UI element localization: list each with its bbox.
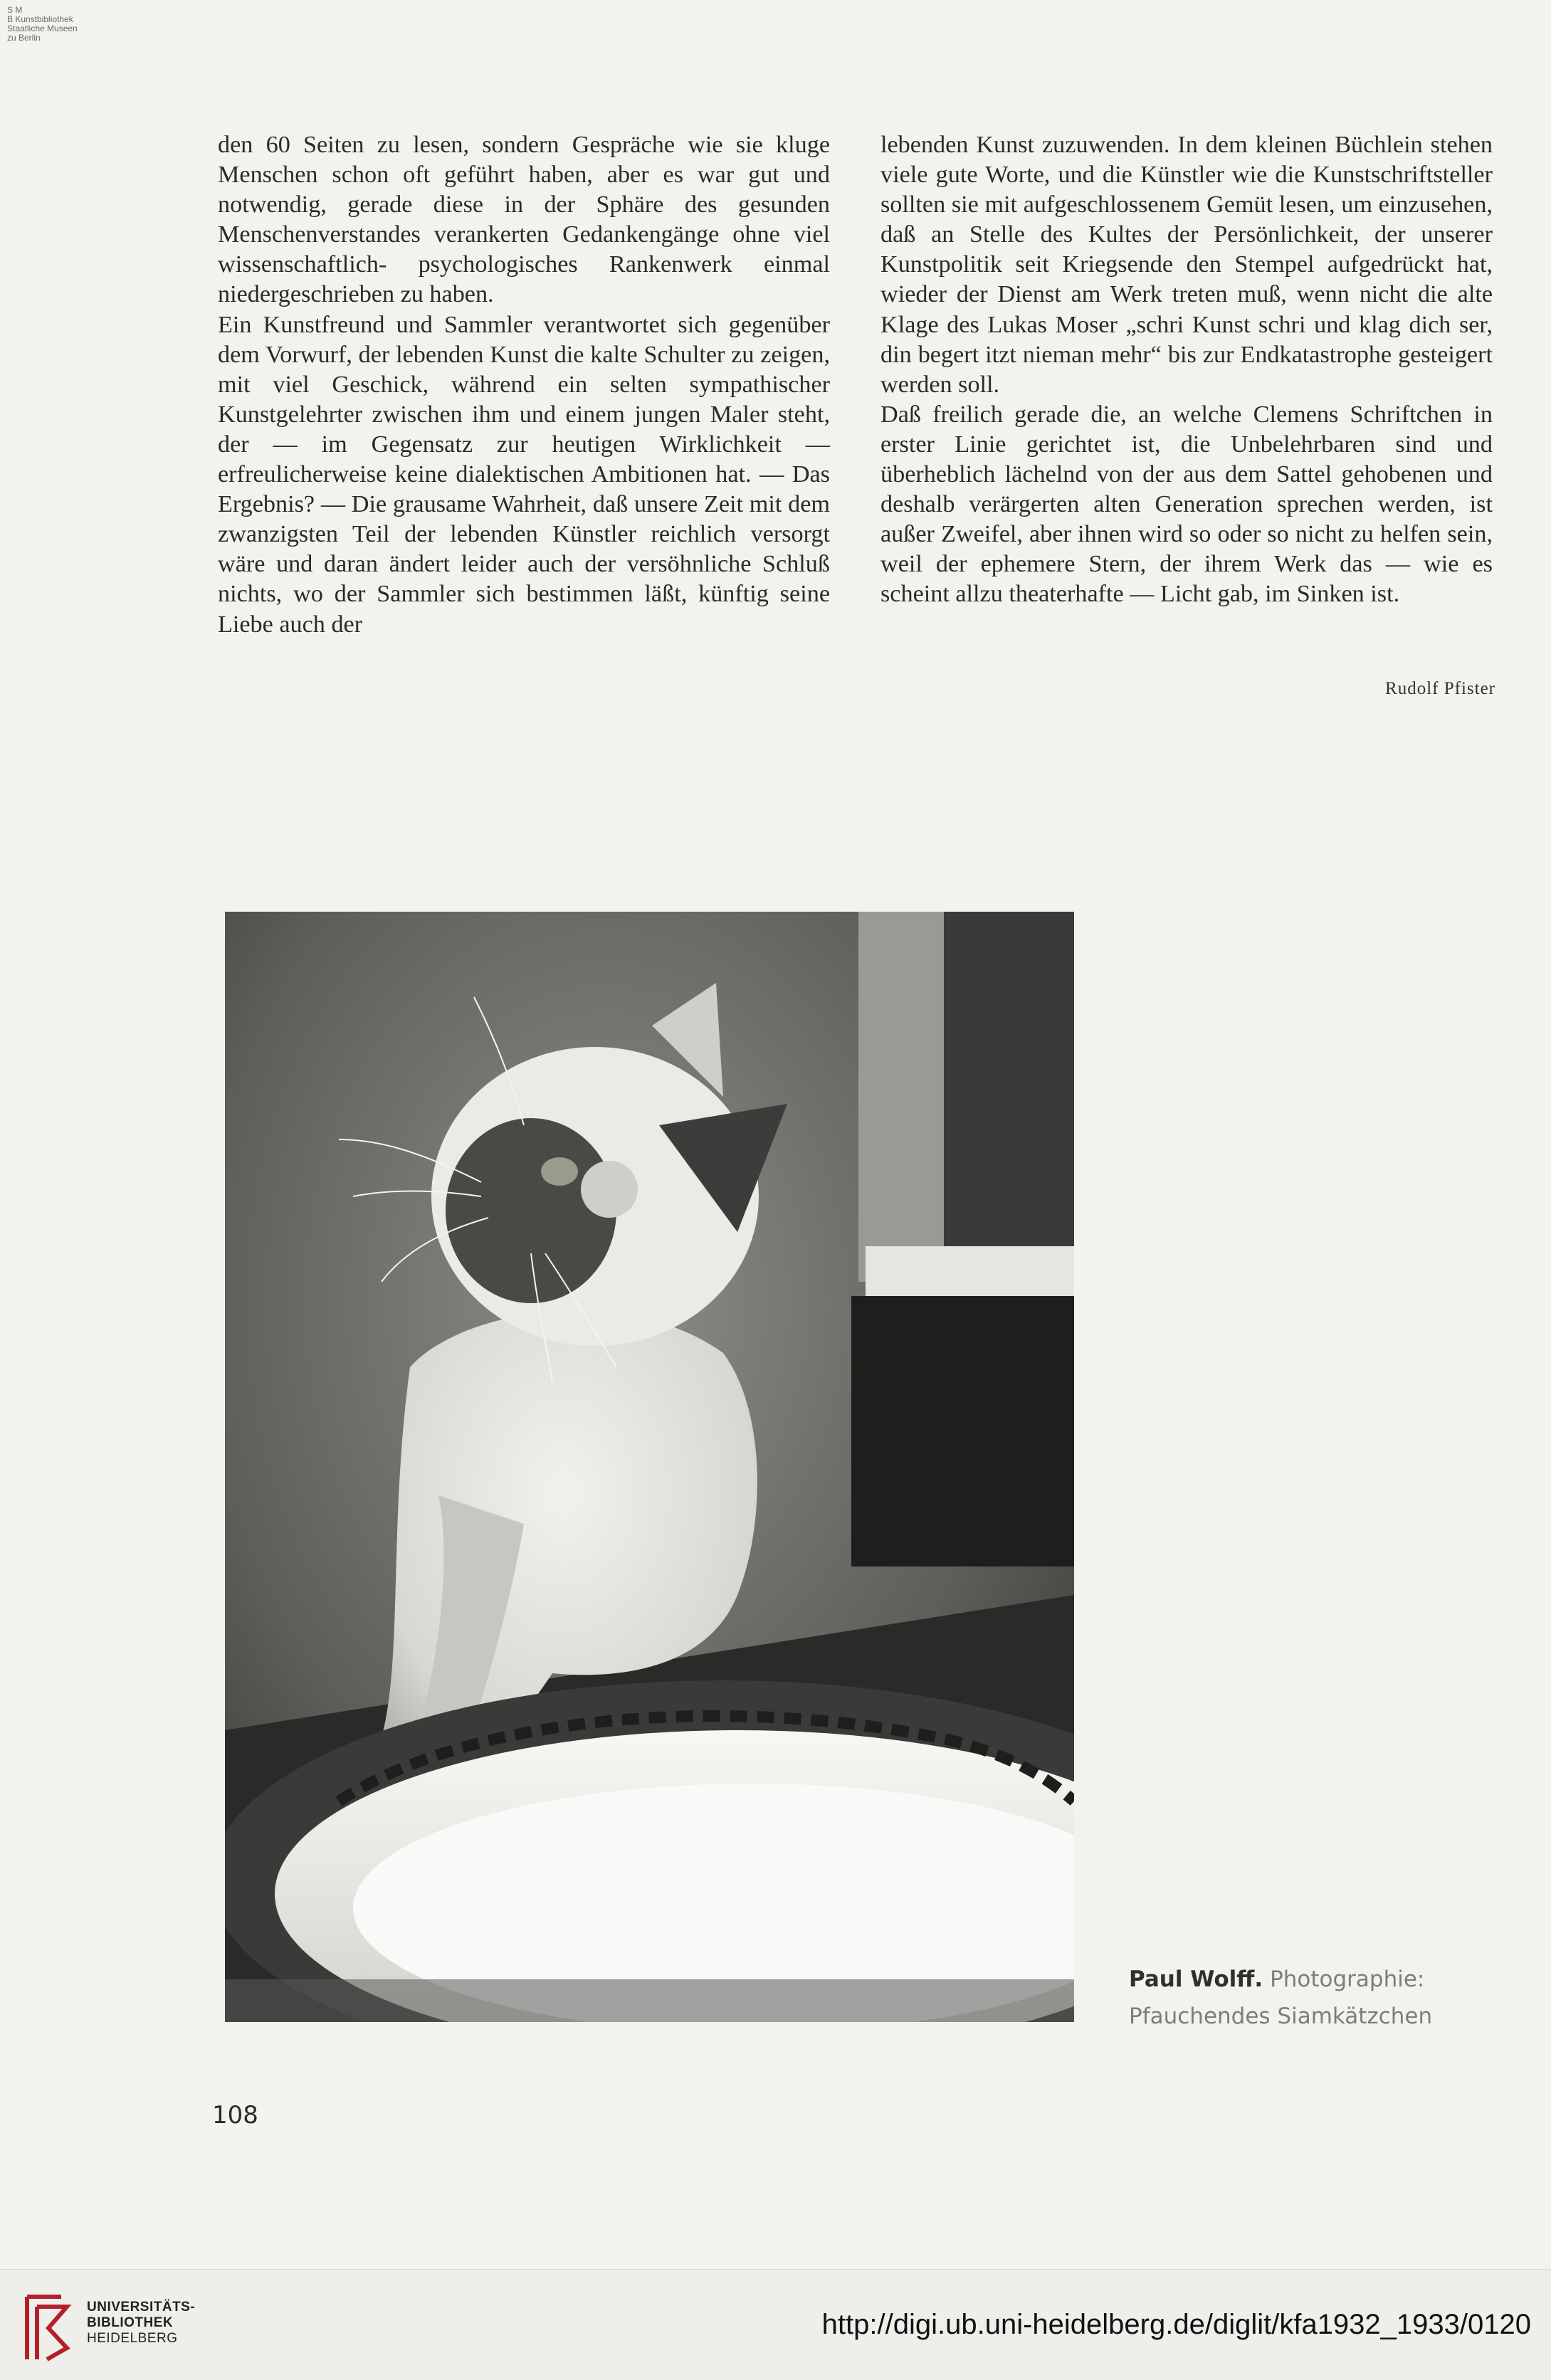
institution-line: UNIVERSITÄTS- — [87, 2300, 196, 2315]
university-library-logo — [20, 2291, 74, 2365]
institution-name — [87, 2300, 195, 2347]
stamp-line: Staatliche Museen — [7, 23, 78, 33]
paragraph: lebenden Kunst zuzuwenden. In dem kleinen Büchlein stehen viele gute Worte, und die Künstler wie die Kunstschriftsteller sollten sie mit aufgeschlossenem Gemüt lesen, um einzusehen, daß an Stelle des Kultes der Persönlichkeit, der unserer Kunstpolitik seit Kriegsende den Stempel aufgedrückt hat, wieder der Dienst am Werk treten muß, wenn nicht die alte Klage des Lukas Moser „schri Kunst schri und klag dich ser, din begert itzt nieman mehr“ bis zur Endkatastrophe gesteigert werden soll. — [880, 132, 1493, 398]
photo-caption — [1129, 1961, 1528, 2035]
photographer-name: Paul Wolff. — [1129, 1966, 1263, 1992]
stamp-line: B Kunstbibliothek — [7, 14, 73, 24]
author-signature: Rudolf Pfister — [1385, 679, 1495, 698]
institution-line: HEIDELBERG — [87, 2331, 178, 2346]
cat-photograph — [225, 912, 1074, 2022]
library-stamp — [7, 6, 78, 43]
institution-line: BIBLIOTHEK — [87, 2315, 174, 2330]
source-url-link[interactable]: http://digi.ub.uni-heidelberg.de/diglit/kfa1932_1933/0120 — [821, 2309, 1531, 2340]
article-column-left — [218, 130, 830, 640]
paragraph: Daß freilich gerade die, an welche Clemens Schriftchen in erster Linie gerichtet ist, die Unbelehrbaren sind und überheblich lächelnd von der aus dem Sattel gehobenen und deshalb verärgerten alten Generation sprechen werden, ist außer Zweifel, aber ihnen wird so oder so nicht zu helfen sein, weil der ephemere Stern, der ihrem Werk das — wie es scheint allzu theaterhafte — Licht gab, im Sinken ist. — [880, 401, 1493, 608]
stamp-line: S M — [7, 5, 23, 15]
paragraph: den 60 Seiten zu lesen, sondern Gespräche wie sie kluge Menschen schon oft geführt haben, aber es war gut und notwendig, gerade diese in der Sphäre des gesunden Menschenverstandes verankerten Gedankengänge ohne viel wissenschaftlich- psychologisches Rankenwerk einmal niedergeschrieben zu haben. — [218, 132, 830, 308]
digitization-footer — [0, 2269, 1551, 2380]
stamp-line: zu Berlin — [7, 33, 41, 43]
article-column-right — [880, 130, 1493, 610]
photo-title: Pfauchendes Siamkätzchen — [1129, 2003, 1433, 2029]
paragraph: Ein Kunstfreund und Sammler verantwortet sich gegenüber dem Vorwurf, der lebenden Kunst die kalte Schulter zu zeigen, mit viel Geschick, während ein selten sympathischer Kunstgelehrter zwischen ihm und einem jungen Maler steht, der — im Gegensatz zur heutigen Wirklichkeit — erfreulicherweise keine dialektischen Ambitionen hat. — Das Ergebnis? — Die grausame Wahrheit, daß unsere Zeit mit dem zwanzigsten Teil der lebenden Künstler reichlich versorgt wäre und daran ändert leider auch der versöhnliche Schluß nichts, wo der Sammler sich bestimmen läßt, künftig seine Liebe auch der — [218, 311, 830, 638]
page-number: 108 — [212, 2101, 258, 2129]
photo-medium: Photographie: — [1270, 1966, 1425, 1992]
